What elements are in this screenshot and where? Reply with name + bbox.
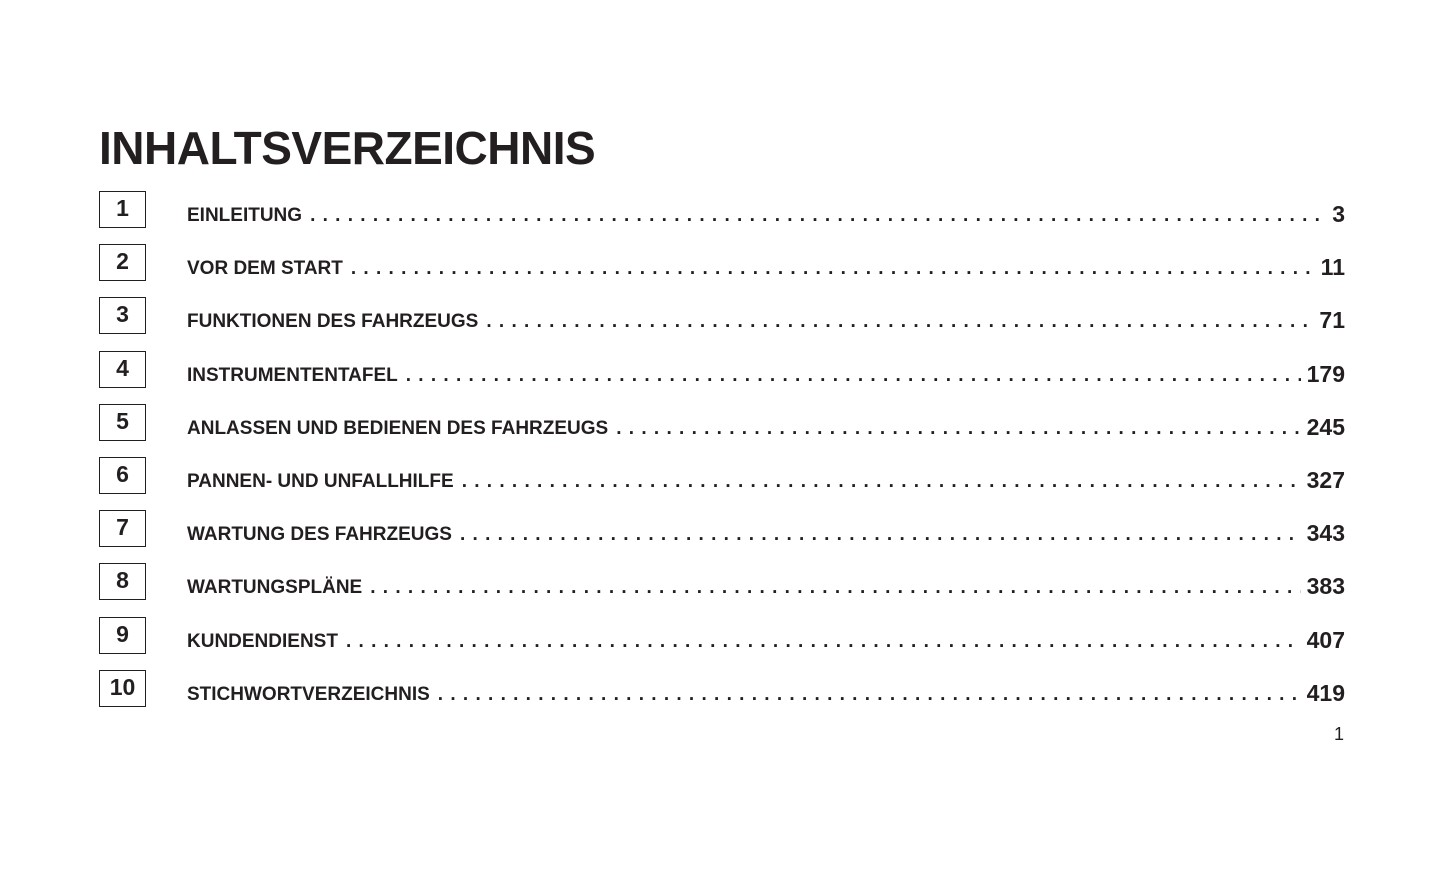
toc-entry — [187, 516, 1345, 548]
chapter-number-box: 10 — [99, 670, 146, 707]
toc-entry — [187, 197, 1345, 229]
dot-leader — [406, 363, 1301, 389]
chapter-title: STICHWORTVERZEICHNIS — [187, 683, 430, 705]
chapter-title: WARTUNG DES FAHRZEUGS — [187, 524, 452, 546]
chapter-page: 3 — [1332, 201, 1345, 227]
toc-row-5[interactable] — [99, 404, 1345, 457]
chapter-number-box: 5 — [99, 404, 146, 441]
chapter-title: ANLASSEN UND BEDIENEN DES FAHRZEUGS — [187, 417, 609, 439]
toc-entry — [187, 463, 1345, 495]
toc-row-9[interactable] — [99, 617, 1345, 670]
dot-leader — [486, 309, 1313, 335]
chapter-title: FUNKTIONEN DES FAHRZEUGS — [187, 311, 479, 333]
toc-entry — [187, 250, 1345, 282]
toc-entry — [187, 357, 1345, 389]
chapter-page: 179 — [1306, 360, 1345, 387]
chapter-number-box: 4 — [99, 351, 146, 388]
dot-leader — [370, 575, 1300, 601]
toc-entry — [187, 623, 1345, 655]
toc-row-3[interactable] — [99, 297, 1345, 350]
toc-entry — [187, 410, 1345, 442]
toc-entry — [187, 303, 1345, 335]
toc-row-6[interactable] — [99, 457, 1345, 510]
table-of-contents — [99, 191, 1345, 723]
chapter-page: 383 — [1306, 573, 1345, 600]
chapter-page: 407 — [1306, 626, 1345, 653]
chapter-title: VOR DEM START — [187, 258, 343, 280]
chapter-page: 327 — [1306, 466, 1345, 493]
toc-entry — [187, 676, 1345, 708]
chapter-title: KUNDENDIENST — [187, 630, 338, 652]
dot-leader — [310, 203, 1326, 229]
page-title: INHALTSVERZEICHNIS — [99, 122, 596, 174]
chapter-number-box: 8 — [99, 563, 146, 600]
chapter-page: 245 — [1306, 413, 1345, 440]
chapter-number-box: 9 — [99, 617, 146, 654]
toc-row-4[interactable] — [99, 351, 1345, 404]
dot-leader — [438, 682, 1301, 708]
dot-leader — [462, 469, 1301, 495]
chapter-title: PANNEN- UND UNFALLHILFE — [187, 470, 454, 492]
toc-row-7[interactable] — [99, 510, 1345, 563]
chapter-title: WARTUNGSPLÄNE — [187, 577, 363, 599]
toc-entry — [187, 569, 1345, 601]
dot-leader — [351, 256, 1315, 282]
dot-leader — [616, 416, 1300, 442]
toc-row-8[interactable] — [99, 563, 1345, 616]
chapter-number-box: 1 — [99, 191, 146, 228]
toc-row-2[interactable] — [99, 244, 1345, 297]
toc-row-1[interactable] — [99, 191, 1345, 244]
chapter-number-box: 3 — [99, 297, 146, 334]
dot-leader — [346, 629, 1301, 655]
chapter-page: 419 — [1306, 679, 1345, 706]
chapter-number-box: 6 — [99, 457, 146, 494]
chapter-number-box: 7 — [99, 510, 146, 547]
chapter-page: 71 — [1319, 307, 1345, 334]
toc-row-10[interactable] — [99, 670, 1345, 723]
dot-leader — [460, 522, 1301, 548]
chapter-title: EINLEITUNG — [187, 205, 303, 226]
chapter-page: 343 — [1306, 520, 1345, 547]
chapter-page: 11 — [1320, 254, 1345, 281]
page-number: 1 — [1333, 724, 1344, 744]
chapter-title: INSTRUMENTENTAFEL — [187, 364, 398, 386]
chapter-number-box: 2 — [99, 244, 146, 281]
